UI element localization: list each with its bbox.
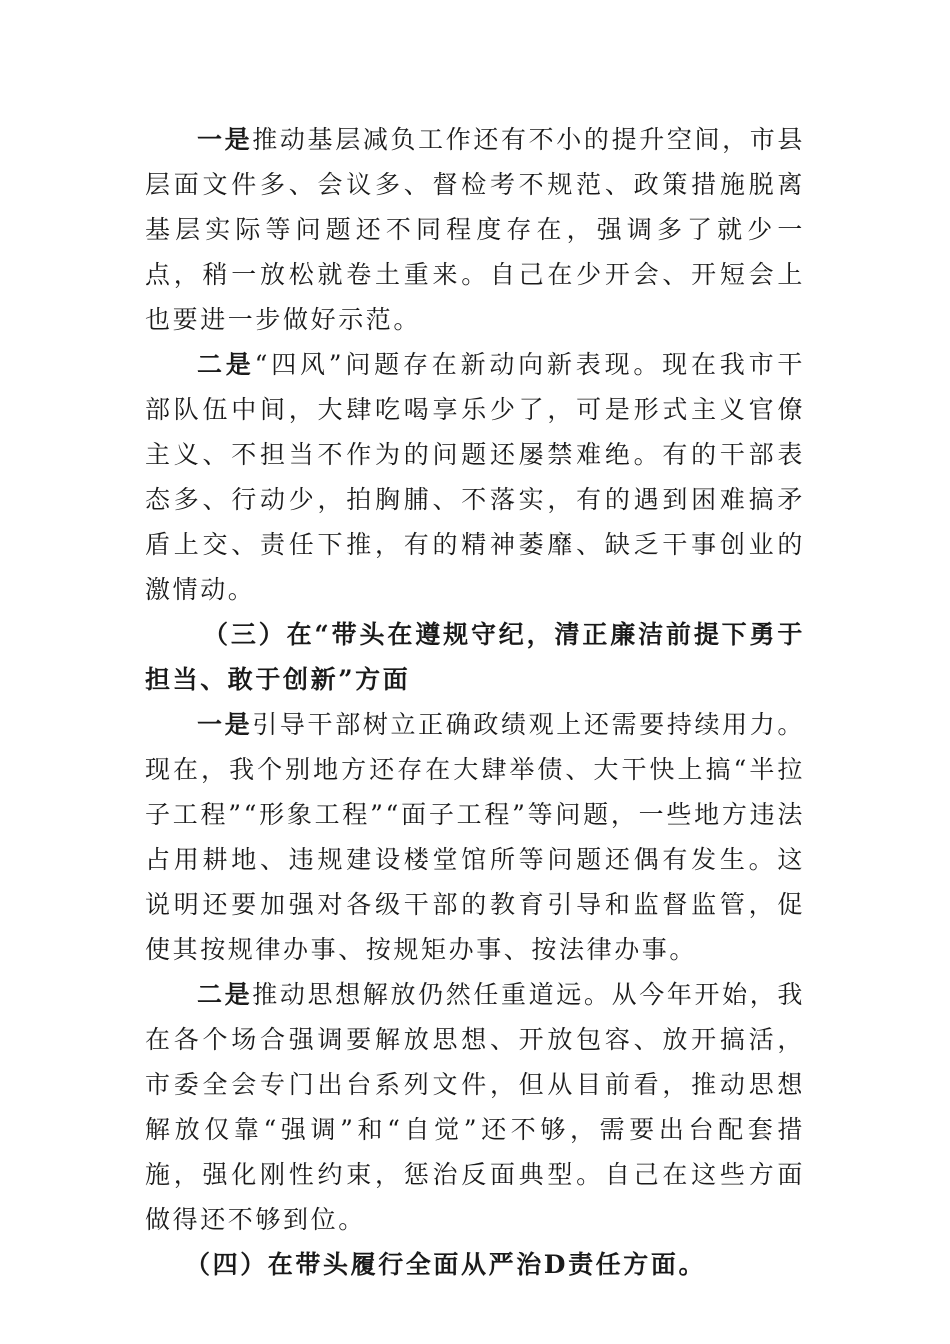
paragraph-3-text: 引导干部树立正确政绩观上还需要持续用力。现在，我个别地方还存在大肆举债、大干快上搞“半拉子工程”“形象工程”“面子工程”等问题，一些地方违法占用耕地、违规建设楼堂馆所等问题还偶有发生。这说明还要加强对各级干部的教育引导和监督监管，促使其按规律办事、按规矩办事、按法律办事。 [145,710,805,964]
paragraph-4-text: 推动思想解放仍然任重道远。从今年开始，我在各个场合强调要解放思想、开放包容、放开搞活，市委全会专门出台系列文件，但从目前看，推动思想解放仅靠“强调”和“自觉”还不够，需要出台配套措施，强化刚性约束，惩治反面典型。自己在这些方面做得还不够到位。 [145,980,805,1234]
paragraph-4-lead: 二是 [197,980,253,1009]
paragraph-2-lead: 二是 [197,350,255,379]
paragraph-3 [145,702,805,972]
paragraph-1-lead: 一是 [197,125,253,154]
paragraph-4 [145,972,805,1242]
paragraph-3-lead: 一是 [197,710,253,739]
section-heading-3: （三）在“带头在遵规守纪，清正廉洁前提下勇于担当、敢于创新”方面 [145,620,805,694]
paragraph-2-text: “四风”问题存在新动向新表现。现在我市干部队伍中间，大肆吃喝享乐少了，可是形式主义官僚主义、不担当不作为的问题还屡禁难绝。有的干部表态多、行动少，拍胸脯、不落实，有的遇到困难搞矛盾上交、责任下推，有的精神萎靡、缺乏干事创业的激情动。 [145,350,805,604]
document-body [145,117,805,1287]
paragraph-1 [145,117,805,342]
paragraph-1-text: 推动基层减负工作还有不小的提升空间，市县层面文件多、会议多、督检考不规范、政策措施脱离基层实际等问题还不同程度存在，强调多了就少一点，稍一放松就卷土重来。自己在少开会、开短会上也要进一步做好示范。 [145,125,805,334]
section-heading-4: （四）在带头履行全面从严治D责任方面。 [185,1250,707,1279]
paragraph-2 [145,342,805,612]
